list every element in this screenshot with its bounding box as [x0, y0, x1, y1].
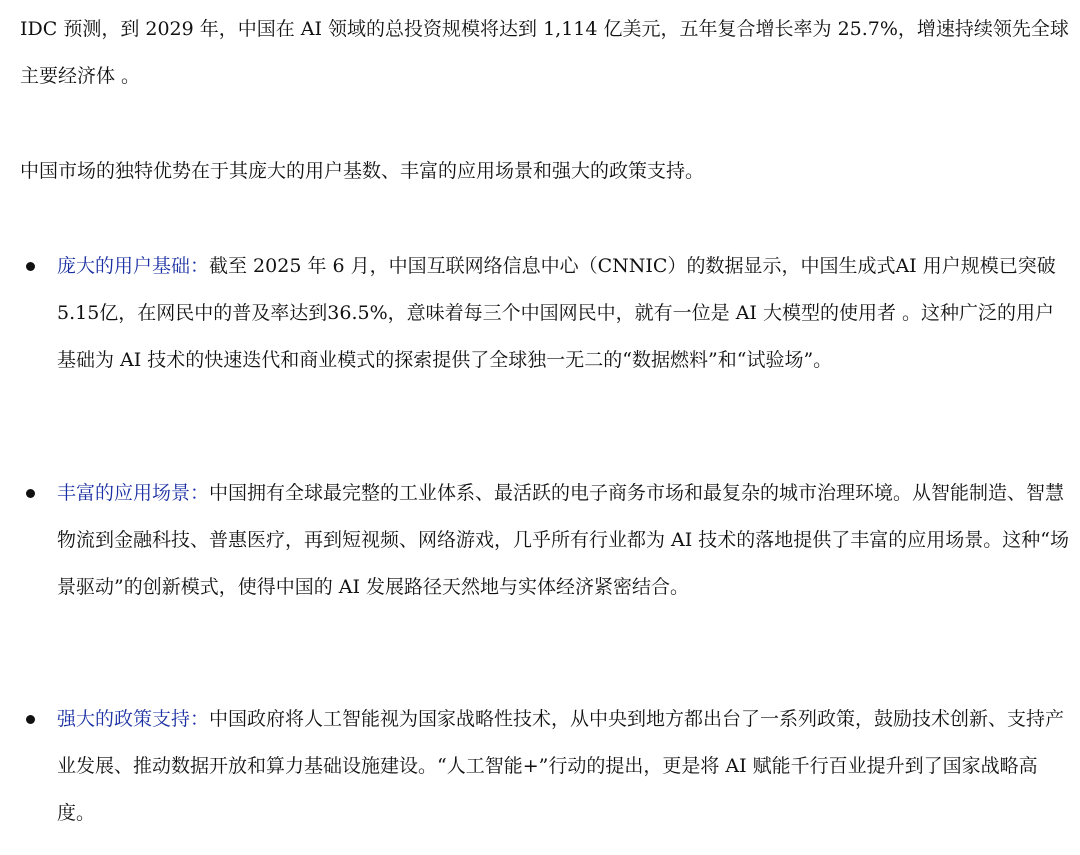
bullet-lead-label: 丰富的应用场景： [57, 482, 210, 504]
bullet-dot-icon [26, 715, 35, 724]
advantage-summary-paragraph: 中国市场的独特优势在于其庞大的用户基数、丰富的应用场景和强大的政策支持。 [20, 160, 705, 182]
bullet-dot-icon [26, 262, 35, 271]
bullet-text [57, 243, 1072, 384]
bullet-dot-icon [26, 489, 35, 498]
intro-paragraph: IDC 预测，到 2029 年，中国在 AI 领域的总投资规模将达到 1,114 亿美元，五年复合增长率为 25.7%，增速持续领先全球主要经济体 。 [20, 18, 1069, 87]
bullet-body: 截至 2025 年 6 月，中国互联网络信息中心（CNNIC）的数据显示，中国生成式AI 用户规模已突破5.15亿，在网民中的普及率达到36.5%，意味着每三个中国网民中，就有一位是 AI 大模型的使用者 。这种广泛的用户基础为 AI 技术的快速迭代和商业模式的探索提供了全球独一无二的“数据燃料”和“试验场”。 [57, 255, 1056, 371]
bullet-text [57, 696, 1072, 837]
bullet-lead-label: 庞大的用户基础： [57, 255, 210, 277]
bullet-body: 中国政府将人工智能视为国家战略性技术，从中央到地方都出台了一系列政策，鼓励技术创新、支持产业发展、推动数据开放和算力基础设施建设。“人工智能+”行动的提出，更是将 AI 赋能千行百业提升到了国家战略高度。 [57, 708, 1065, 824]
bullet-lead-label: 强大的政策支持： [57, 708, 210, 730]
bullet-body: 中国拥有全球最完整的工业体系、最活跃的电子商务市场和最复杂的城市治理环境。从智能制造、智慧物流到金融科技、普惠医疗，再到短视频、网络游戏，几乎所有行业都为 AI 技术的落地提供了丰富的应用场景。这种“场景驱动”的创新模式，使得中国的 AI 发展路径天然地与实体经济紧密结合。 [57, 482, 1070, 598]
bullet-text [57, 470, 1072, 611]
